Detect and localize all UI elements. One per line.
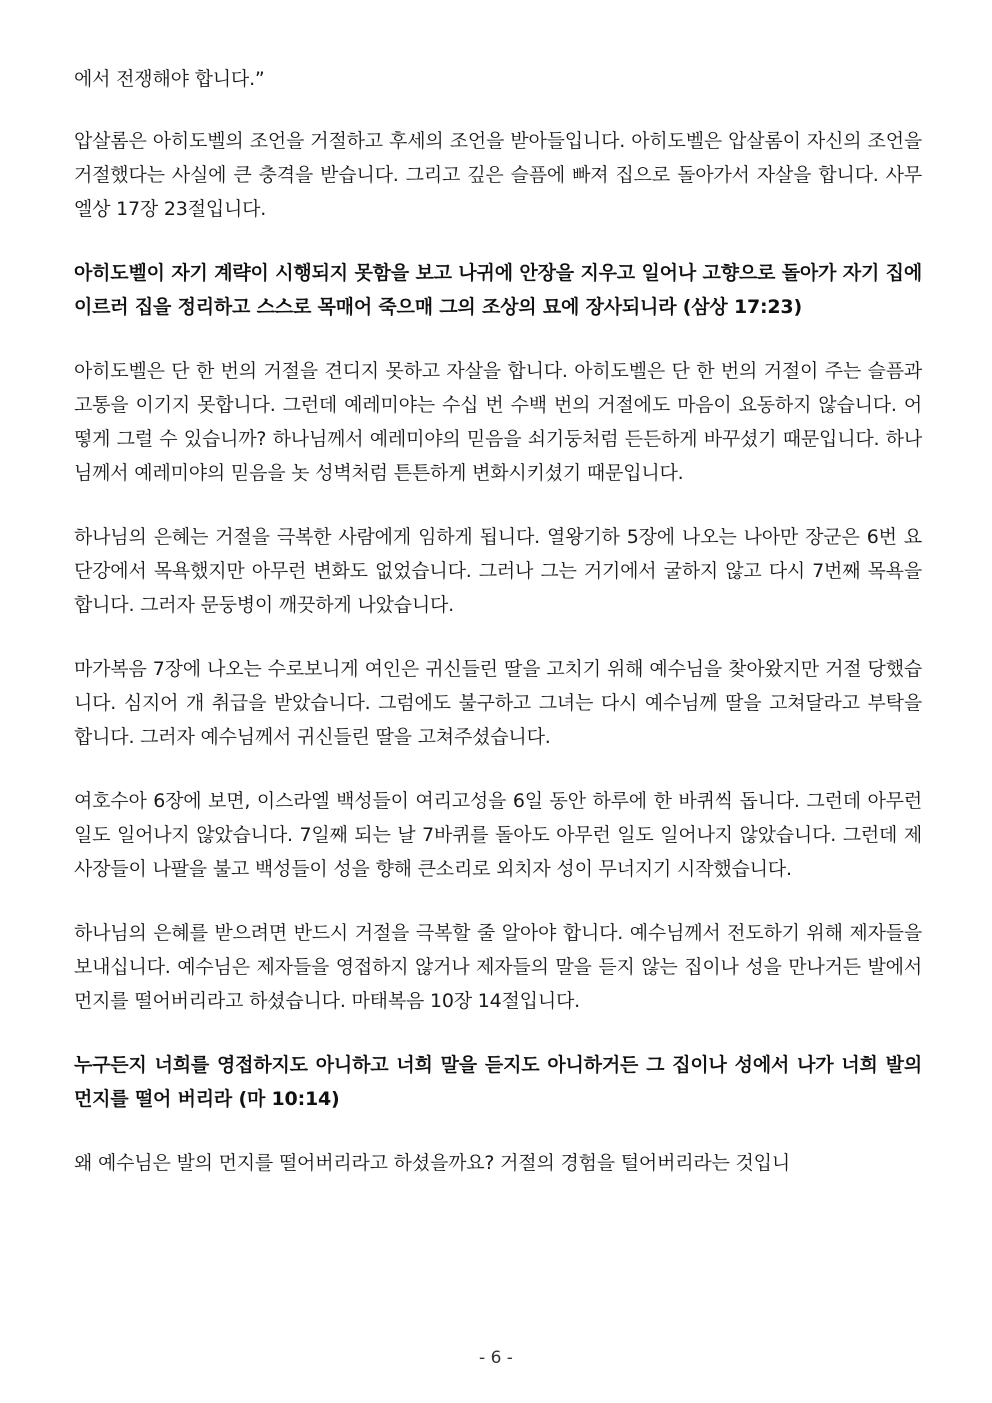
paragraph-ahithophel: 아히도벨은 단 한 번의 거절을 견디지 못하고 자살을 합니다. 아히도벨은 단 한 번의 거절이 주는 슬픔과 고통을 이기지 못합니다. 그런데 예레미야는 수십 번 수백 번의 거절에도 마음이 요동하지 않습니다. 어떻게 그럴 수 있습니까? 하나님께서 예레미야의 믿음을 쇠기둥처럼 든든하게 바꾸셨기 때문입니다. 하나님께서 예레미야의 믿음을 놋 성벽처럼 튼튼하게 변화시키셨기 때문입니다.	[74, 360, 922, 484]
paragraph-naaman: 하나님의 은혜는 거절을 극복한 사람에게 임하게 됩니다. 열왕기하 5장에 나오는 나아만 장군은 6번 요단강에서 목욕했지만 아무런 변화도 없었습니다. 그러나 그는 거기에서 굴하지 않고 다시 7번째 목욕을 합니다. 그러자 문둥병이 깨끗하게 나았습니다.	[74, 526, 922, 616]
paragraph-absalom: 압살롬은 아히도벨의 조언을 거절하고 후세의 조언을 받아들입니다. 아히도벨은 압살롬이 자신의 조언을 거절했다는 사실에 큰 충격을 받습니다. 그리고 깊은 슬픔에 빠져 집으로 돌아가서 자살을 합니다. 사무엘상 17장 23절입니다.	[74, 130, 923, 220]
scripture-quote-matthew: 누구든지 너희를 영접하지도 아니하고 너희 말을 듣지도 아니하거든 그 집이나 성에서 나가 너희 발의 먼지를 떨어 버리라 (마 10:14)	[74, 1054, 922, 1110]
page-number: - 6 -	[479, 1348, 513, 1368]
scripture-quote-1samuel: 아히도벨이 자기 계략이 시행되지 못함을 보고 나귀에 안장을 지우고 일어나 고향으로 돌아가 자기 집에 이르러 집을 정리하고 스스로 목매어 죽으매 그의 조상의 묘에 장사되니라 (삼상 17:23)	[74, 262, 922, 318]
paragraph-overcome-rejection: 하나님의 은혜를 받으려면 반드시 거절을 극복할 줄 알아야 합니다. 예수님께서 전도하기 위해 제자들을 보내십니다. 예수님은 제자들을 영접하지 않거나 제자들의 말을 듣지 않는 집이나 성을 만나거든 발에서 먼지를 떨어버리라고 하셨습니다. 마태복음 10장 14절입니다.	[74, 922, 922, 1012]
paragraph-dust: 왜 예수님은 발의 먼지를 떨어버리라고 하셨을까요? 거절의 경험을 털어버리라는 것입니	[74, 1152, 790, 1174]
paragraph-continuation: 에서 전쟁해야 합니다.”	[74, 68, 265, 90]
document-body	[74, 62, 922, 1180]
paragraph-jericho: 여호수아 6장에 보면, 이스라엘 백성들이 여리고성을 6일 동안 하루에 한 바퀴씩 돕니다. 그런데 아무런 일도 일어나지 않았습니다. 7일째 되는 날 7바퀴를 돌아도 아무런 일도 일어나지 않았습니다. 그런데 제사장들이 나팔을 불고 백성들이 성을 향해 큰소리로 외치자 성이 무너지기 시작했습니다.	[74, 790, 922, 880]
paragraph-syrophoenician: 마가복음 7장에 나오는 수로보니게 여인은 귀신들린 딸을 고치기 위해 예수님을 찾아왔지만 거절 당했습니다. 심지어 개 취급을 받았습니다. 그럼에도 불구하고 그녀는 다시 예수님께 딸을 고쳐달라고 부탁을 합니다. 그러자 예수님께서 귀신들린 딸을 고쳐주셨습니다.	[74, 658, 922, 748]
